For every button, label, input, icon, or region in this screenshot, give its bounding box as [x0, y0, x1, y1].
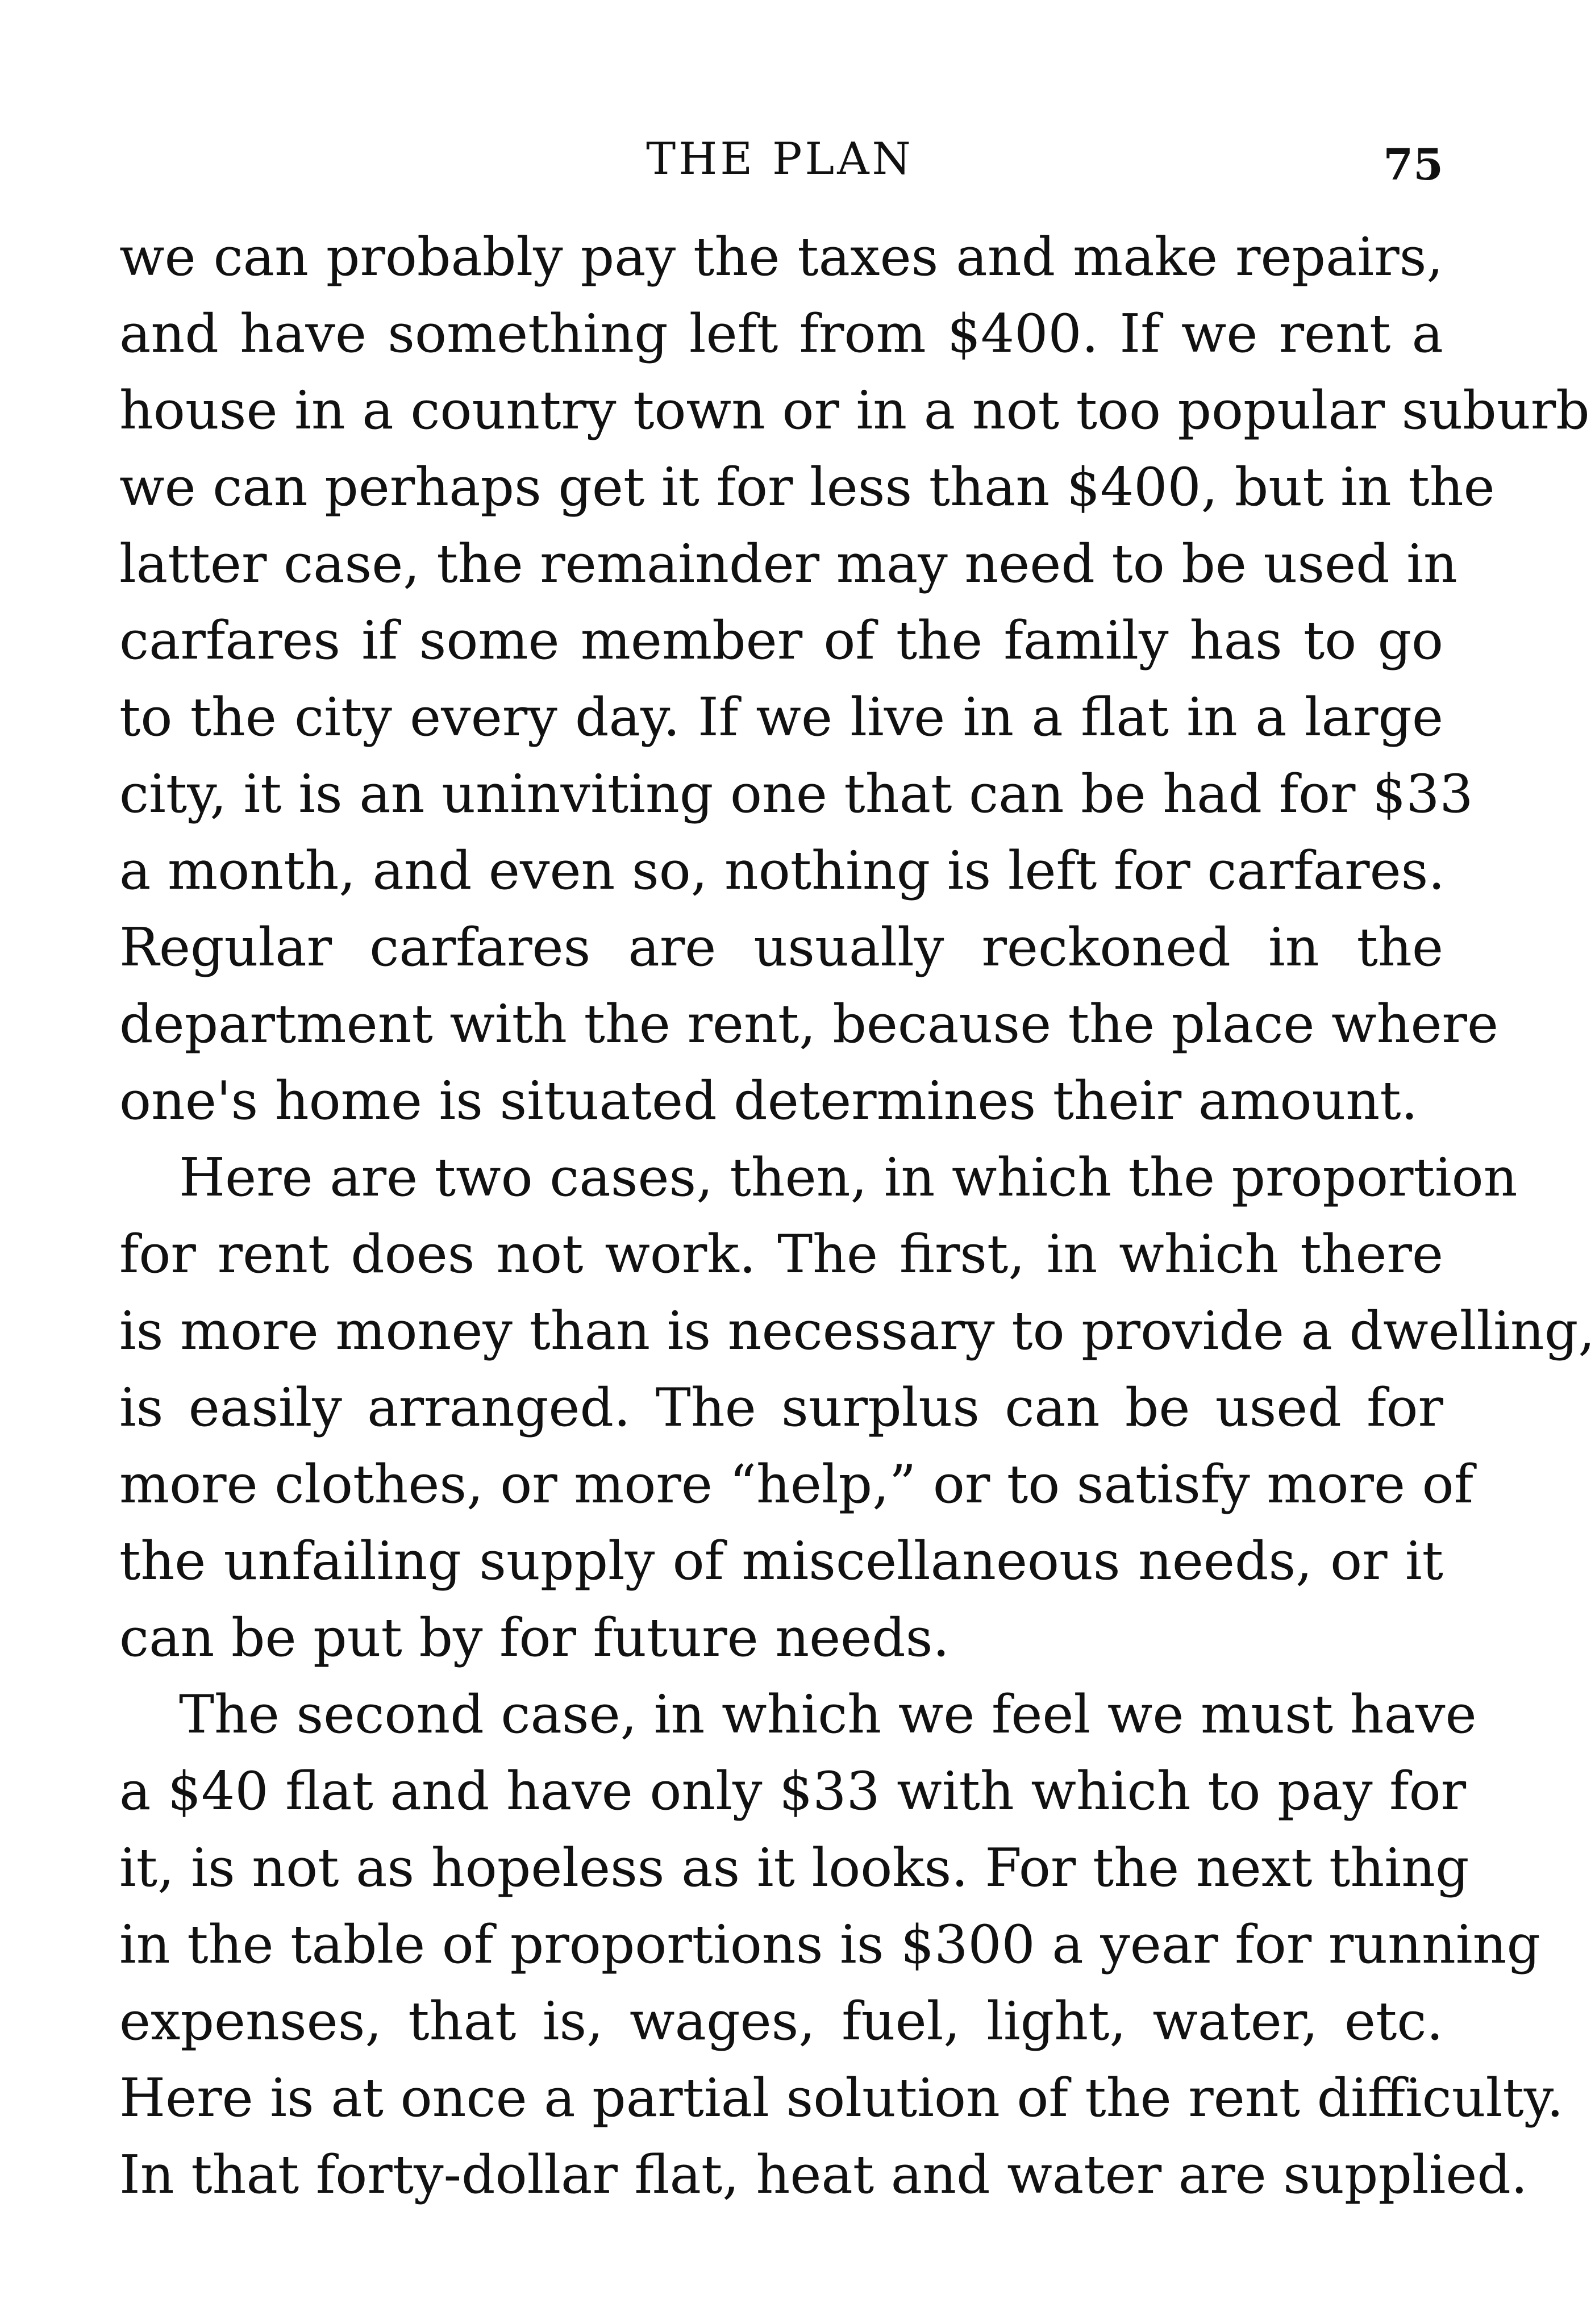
- text-line: city, it is an uninviting one that can be had for $33: [119, 763, 1473, 824]
- text-line: The second case, in which we feel we must have: [179, 1684, 1477, 1745]
- text-line: is easily arranged. The surplus can be used for: [119, 1377, 1443, 1438]
- text-line: more clothes, or more “help,” or to satisfy more of: [119, 1453, 1473, 1515]
- text-line: Here is at once a partial solution of the rent difficulty.: [119, 2067, 1564, 2129]
- text-line: we can probably pay the taxes and make repairs,: [119, 226, 1443, 288]
- text-line: is more money than is necessary to provide a dwelling,: [119, 1300, 1595, 1361]
- text-line: a month, and even so, nothing is left for carfares.: [119, 840, 1445, 901]
- text-line: one's home is situated determines their amount.: [119, 1070, 1418, 1131]
- paragraph-3: [119, 1676, 1564, 2213]
- text-line: a $40 flat and have only $33 with which to pay for: [119, 1760, 1467, 1822]
- paragraph-2: [119, 1139, 1595, 1676]
- text-line: expenses, that is, wages, fuel, light, water, etc.: [119, 1990, 1443, 2052]
- text-line: Regular carfares are usually reckoned in the: [119, 917, 1443, 978]
- text-line: department with the rent, because the place where: [119, 993, 1498, 1055]
- text-line: in the table of proportions is $300 a year for running: [119, 1914, 1541, 1975]
- paragraph-1: [119, 219, 1590, 1139]
- text-line: the unfailing supply of miscellaneous needs, or it: [119, 1530, 1443, 1592]
- text-line: can be put by for future needs.: [119, 1607, 949, 1668]
- text-line: latter case, the remainder may need to be used in: [119, 533, 1457, 594]
- text-line: carfares if some member of the family has to go: [119, 610, 1443, 671]
- text-line: we can perhaps get it for less than $400, but in the: [119, 456, 1495, 518]
- body-text: [119, 219, 1595, 2213]
- text-line: for rent does not work. The first, in which there: [119, 1223, 1443, 1285]
- text-line: house in a country town or in a not too popular suburb: [119, 380, 1590, 441]
- text-line: Here are two cases, then, in which the proportion: [179, 1147, 1518, 1208]
- text-line: and have something left from $400. If we rent a: [119, 303, 1443, 364]
- text-line: to the city every day. If we live in a flat in a large: [119, 686, 1443, 748]
- running-head: [116, 128, 1443, 190]
- text-line: In that forty-dollar flat, heat and water are supplied.: [119, 2144, 1528, 2205]
- chapter-title: THE PLAN: [646, 134, 914, 185]
- page-number: 75: [1383, 139, 1443, 190]
- text-line: it, is not as hopeless as it looks. For the next thing: [119, 1837, 1469, 1898]
